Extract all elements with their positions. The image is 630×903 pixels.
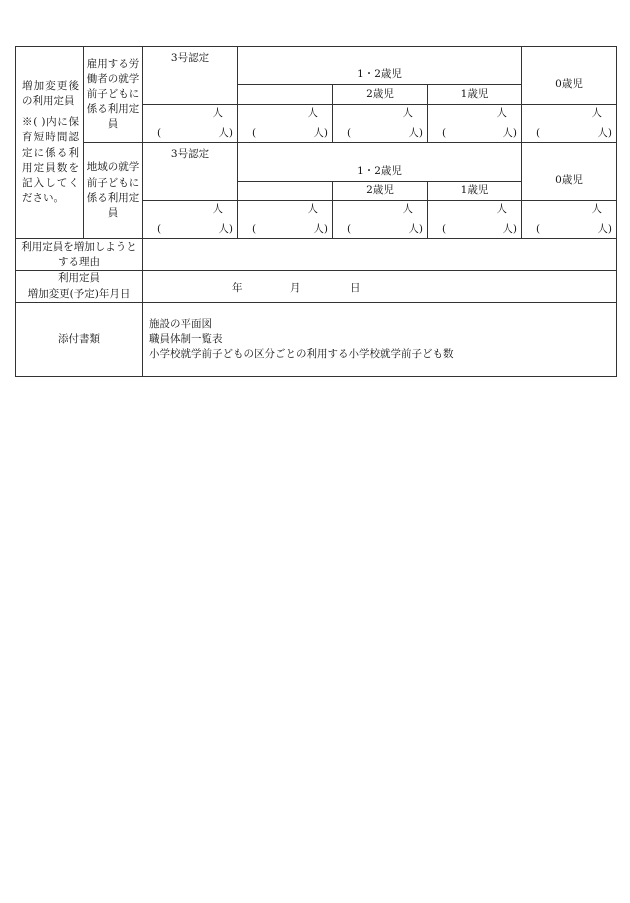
header-age-2-local: 2歳児 xyxy=(333,181,428,200)
change-date-label-line1: 利用定員 xyxy=(58,272,100,285)
attachment-item: 施設の平面図 xyxy=(149,318,212,330)
header-age-1-2: 1・2歳児 xyxy=(238,66,522,85)
count-cell-age-1-2[interactable]: 人 ( 人) xyxy=(238,104,333,142)
employee-children-capacity-label: 雇用する労働者の就学前子どもに係る利用定員 xyxy=(84,47,143,143)
header-age-1-local: 1歳児 xyxy=(428,181,522,200)
local-children-capacity-label: 地域の就学前子どもに係る利用定員 xyxy=(84,143,143,239)
local-count-cell-age-0[interactable]: 人 ( 人) xyxy=(522,200,617,238)
capacity-after-change-label xyxy=(16,47,84,239)
year-label: 年 xyxy=(232,282,243,295)
header-age-0-local: 0歳児 xyxy=(522,162,617,200)
count-cell-type3[interactable]: 人 ( 人) xyxy=(143,104,238,142)
capacity-change-form-table xyxy=(15,46,617,377)
capacity-after-change-title: 増加変更後の利用定員 xyxy=(22,79,79,108)
header-type3-certification: 3号認定 xyxy=(143,47,238,105)
count-cell-age-1[interactable]: 人 ( 人) xyxy=(428,104,522,142)
month-label: 月 xyxy=(290,282,301,295)
increase-reason-label: 利用定員を増加しようとする理由 xyxy=(16,239,143,271)
change-date-label-line2: 増加変更(予定)年月日 xyxy=(27,287,131,300)
local-count-cell-age-1[interactable]: 人 ( 人) xyxy=(428,200,522,238)
header-age-1: 1歳児 xyxy=(428,85,522,104)
local-count-cell-type3[interactable]: 人 ( 人) xyxy=(143,200,238,238)
change-date-field[interactable] xyxy=(143,271,617,303)
attachments-list xyxy=(143,303,617,377)
count-cell-age-0[interactable]: 人 ( 人) xyxy=(522,104,617,142)
header-age-1-2-local: 1・2歳児 xyxy=(238,162,522,181)
local-count-cell-age-1-2[interactable]: 人 ( 人) xyxy=(238,200,333,238)
header-age-0: 0歳児 xyxy=(522,66,617,104)
day-label: 日 xyxy=(350,282,361,295)
attachment-item: 職員体制一覧表 xyxy=(149,333,223,346)
count-cell-age-2[interactable]: 人 ( 人) xyxy=(333,104,428,142)
change-date-label xyxy=(16,271,143,303)
header-age-2: 2歳児 xyxy=(333,85,428,104)
header-type3-certification-local: 3号認定 xyxy=(143,143,238,201)
local-count-cell-age-2[interactable]: 人 ( 人) xyxy=(333,200,428,238)
short-hours-note: ※( )内に保育短時間認定に係る利用定員数を記入してください。 xyxy=(22,116,79,205)
attachment-item: 小学校就学前子どもの区分ごとの利用する小学校就学前子ども数 xyxy=(149,348,454,361)
increase-reason-field[interactable] xyxy=(143,239,617,271)
attachments-label: 添付書類 xyxy=(16,303,143,377)
